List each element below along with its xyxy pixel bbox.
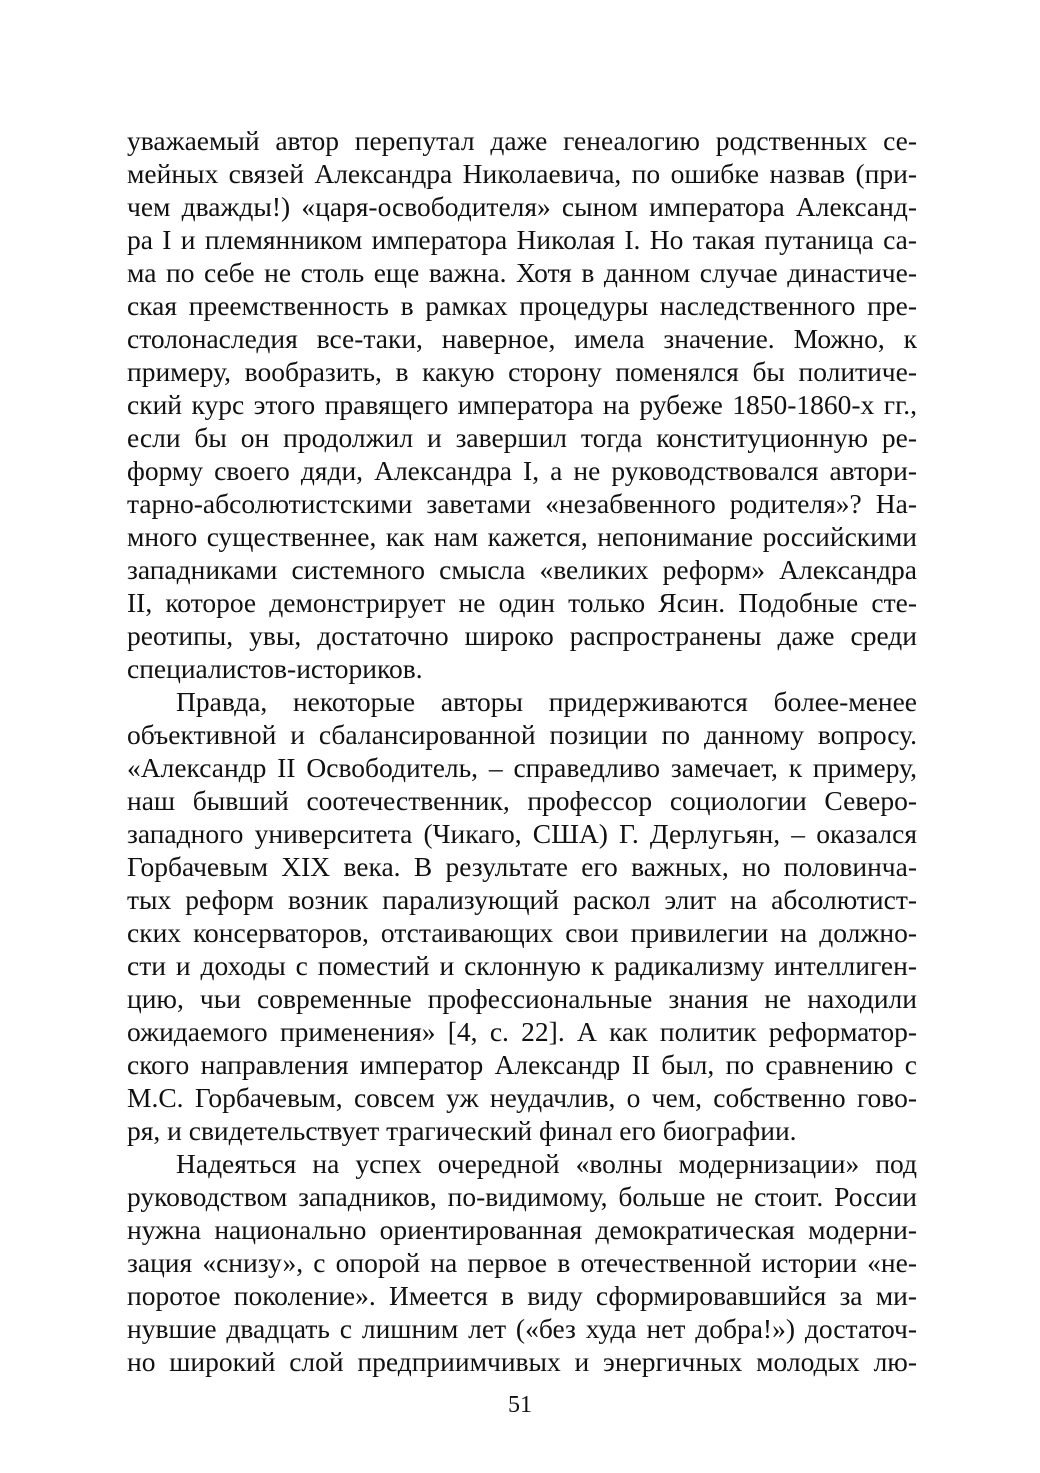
text-line: уважаемый автор перепутал даже генеалогию родственных се- <box>127 125 917 156</box>
text-line: ская преемственность в рамках процедуры наследственного пре- <box>127 290 917 321</box>
text-line: чем дважды!) «царя-освободителя» сыном императора Александ- <box>127 191 917 222</box>
text-line: тарно-абсолютистскими заветами «незабвенного родителя»? На- <box>127 488 917 519</box>
text-line: объективной и сбалансированной позиции по данному вопросу. <box>127 719 917 750</box>
text-line: много существеннее, как нам кажется, непонимание российскими <box>127 521 917 552</box>
text-line: М.С. Горбачевым, совсем уж неудачлив, о чем, собственно гово- <box>127 1082 917 1113</box>
text-line: ских консерваторов, отстаивающих свои привилегии на должно- <box>127 917 917 948</box>
text-line: ря, и свидетельствует трагический финал его биографии. <box>127 1115 797 1146</box>
text-line: ожидаемого применения» [4, с. 22]. А как политик реформатор- <box>127 1016 917 1047</box>
text-line: ского направления император Александр II был, по сравнению с <box>127 1049 917 1080</box>
text-line: цию, чьи современные профессиональные знания не находили <box>127 983 917 1014</box>
text-line: реотипы, увы, достаточно широко распространены даже среди <box>127 620 917 651</box>
text-line: примеру, вообразить, в какую сторону поменялся бы политиче- <box>127 356 917 387</box>
text-line: ра I и племянником императора Николая I. Но такая путаница са- <box>127 224 917 255</box>
text-line: Горбачевым XIX века. В результате его важных, но половинча- <box>127 851 917 882</box>
text-line: «Александр II Освободитель, – справедливо замечает, к примеру, <box>127 752 917 783</box>
text-line: зация «снизу», с опорой на первое в отечественной истории «не- <box>127 1247 917 1278</box>
text-line: Правда, некоторые авторы придерживаются более-менее <box>176 686 917 717</box>
text-line: руководством западников, по-видимому, больше не стоит. России <box>127 1181 917 1212</box>
text-line: столонаследия все-таки, наверное, имела значение. Можно, к <box>127 323 917 354</box>
text-line: нужна национально ориентированная демократическая модерни- <box>127 1214 917 1245</box>
text-line: но широкий слой предприимчивых и энергичных молодых лю- <box>127 1346 917 1377</box>
text-line: II, которое демонстрирует не один только Ясин. Подобные сте- <box>127 587 917 618</box>
text-line: мейных связей Александра Николаевича, по ошибке назвав (при- <box>127 158 917 189</box>
text-line: ский курс этого правящего императора на рубеже 1850-1860-х гг., <box>127 389 917 420</box>
paragraph-2 <box>127 685 917 1147</box>
text-line: поротое поколение». Имеется в виду сформировавшийся за ми- <box>127 1280 917 1311</box>
text-line: Надеяться на успех очередной «волны модернизации» под <box>176 1148 917 1179</box>
text-line: тых реформ возник парализующий раскол элит на абсолютист- <box>127 884 917 915</box>
text-line: сти и доходы с поместий и склонную к радикализму интеллиген- <box>127 950 917 981</box>
text-line: специалистов-историков. <box>127 653 423 684</box>
page-number: 51 <box>508 1392 532 1418</box>
paragraph-1 <box>127 124 917 685</box>
text-line: западниками системного смысла «великих реформ» Александра <box>127 554 917 585</box>
text-line: нувшие двадцать с лишним лет («без худа нет добра!») достаточ- <box>127 1313 917 1344</box>
text-line: если бы он продолжил и завершил тогда конституционную ре- <box>127 422 917 453</box>
text-line: ма по себе не столь еще важна. Хотя в данном случае династиче- <box>127 257 917 288</box>
text-line: наш бывший соотечественник, профессор социологии Северо- <box>127 785 917 816</box>
text-line: форму своего дяди, Александра I, а не руководствовался автори- <box>127 455 917 486</box>
paragraph-3 <box>127 1147 917 1378</box>
body-text <box>127 124 917 1378</box>
text-line: западного университета (Чикаго, США) Г. Дерлугьян, – оказался <box>127 818 917 849</box>
